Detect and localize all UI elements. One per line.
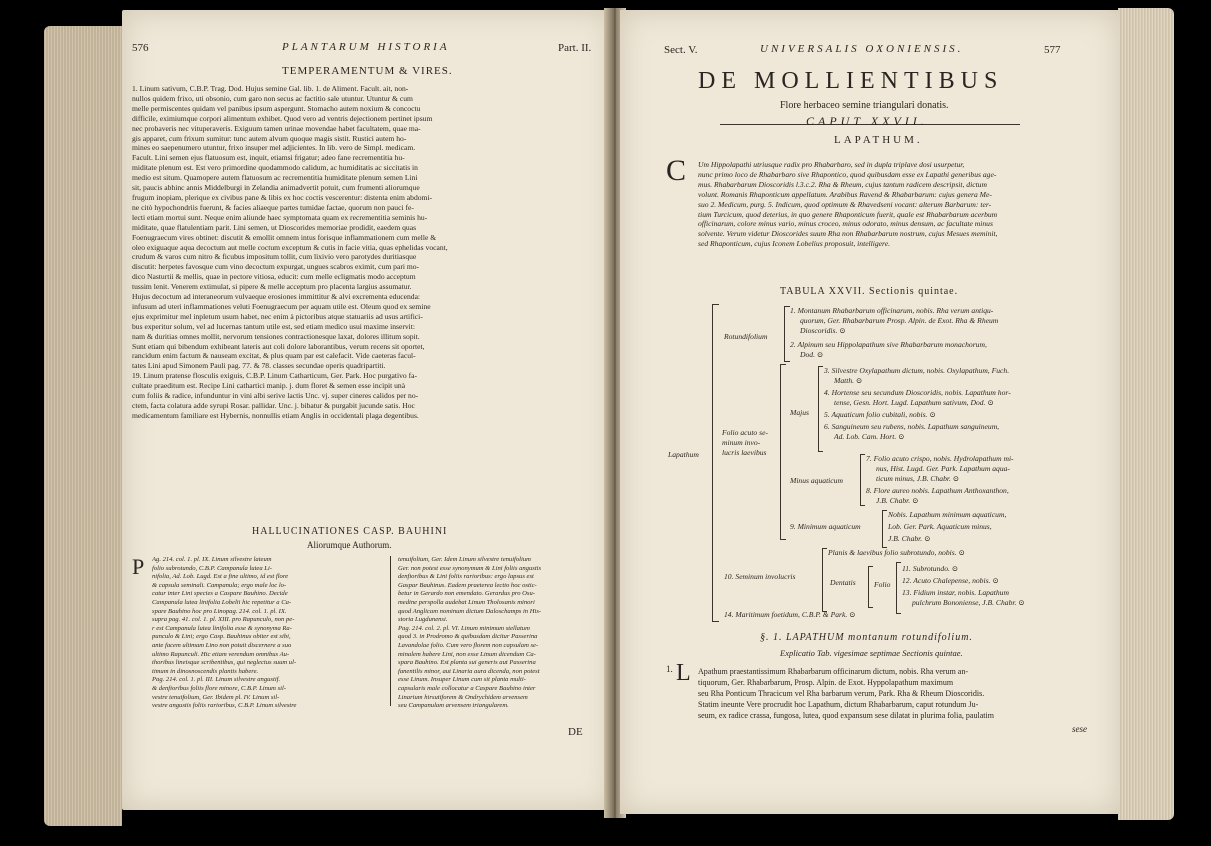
section-explicatio: Explicatio Tab. vigesimae septimae Sectionis quintae. [780, 648, 963, 658]
col1-line: supra pag. 41. col. 1. pl. XIII. pro Rapunculo, non pe- [152, 616, 295, 624]
hallucinations-title: HALLUCINATIONES CASP. BAUHINI [252, 526, 448, 537]
folio-bracket [780, 364, 786, 540]
body-line: infusum ad uteri inflammationes veluti Foenugraecum per aquam utile est. Oleum quod ex semine [132, 301, 431, 311]
intro-text [698, 160, 1100, 249]
catchword: DE [568, 726, 583, 738]
row-3-a: 3. Silvestre Oxylapathum dictum, nobis. Oxylapathum, Fuch. [824, 366, 1010, 375]
body-line: nec probaveris nec vituperaveris. Exiguum tamen urinae movendae habet facultatem, quae ma- [132, 123, 421, 133]
drop-cap-c: C [666, 154, 687, 187]
body-line: nam & duritias omnes mollit, nervorum tensiones contractionesque laxat, dolores illitum sopit. [132, 331, 420, 341]
folio-label-a: Folio acuto se- [722, 428, 768, 437]
row-planis: Planis & laevibus folio subrotundo, nobis. ⊙ [828, 548, 965, 557]
col2-line: Pag. 214. col. 2. pl. VI. Linum minimum stellatum [398, 624, 530, 632]
col2-line: medine perspolla audebat Linum Tholosanis minori [398, 598, 535, 606]
section-line: tiquorum, Ger. Rhabarbarum, Prosp. Alpin. de Exot. Hyppolapathum maximum [698, 678, 954, 687]
row-14: 14. Maritimum foetidum, C.B.P. & Park. ⊙ [724, 610, 856, 619]
section-text [698, 666, 1098, 721]
body-line: cum foliis & radice, infunduntur in vini albi serive lactis Unc. vj. super cineres calidos per no- [132, 391, 419, 401]
catchword: sese [1072, 724, 1087, 734]
row-2-b: Dod. ⊙ [800, 350, 824, 359]
tbl-seminum: 10. Seminum involucris [724, 572, 796, 581]
col1-line: ultimo Rapunculi. Hic etiam verendum omnibus Au- [152, 650, 290, 658]
drop-cap-l: L [676, 660, 691, 686]
left-page [122, 10, 612, 810]
col2-line: Lavandolae folio. Cum vero florem non capsulam se- [398, 641, 539, 649]
col2-line: Linarium hirsutiforem & Ondrychidem arvensem [398, 693, 528, 701]
col2-line: denfioribus & Lini foliis rarioribus: ergo lapsus est [398, 573, 534, 581]
col2-line: quod Anglicam nominum dictum Daloschamps in His- [398, 607, 542, 615]
folio2-bracket [896, 562, 901, 614]
body-line: frugum inopiam, plerique ex civibus pane & libis ex hoc coctis vescerentur: distenta enim abdomi- [132, 192, 433, 202]
body-line: sit, paucis abhinc annis Middelburgi in Zelandia animadvertit potuit, cum frumenti aliorumque [132, 183, 420, 193]
page-number: 577 [1044, 44, 1061, 56]
row-9-c: J.B. Chabr. ⊙ [888, 534, 931, 543]
drop-cap-p: P [132, 554, 145, 579]
row-8-a: 8. Flore aureo nobis. Lapathum Anthoxanthon, [866, 486, 1009, 495]
col2-line: Ger. non potest esse synonymum & Lini foliis angustis [398, 564, 542, 572]
section-heading: §. 1. LAPATHUM montanum rotundifolium. [760, 632, 973, 643]
tbl-folio: Folio [874, 580, 891, 589]
row-1-c: Dioscoridis. ⊙ [800, 326, 846, 335]
body-line: nullos quidem frixo, uti obsonio, cum garo non secus ac factitio sale utuntur. Utuntur & cum [132, 93, 413, 103]
tbl-majus: Majus [790, 408, 809, 417]
body-line: miditate plenum est. Est vero primordine quodammodo calidum, ac humiditatis ac siccitatis in [132, 163, 418, 173]
subtitle: Flore herbaceo semine triangulari donatis. [780, 100, 949, 111]
hallucinations-col1 [152, 556, 382, 711]
body-line: Hujus decoctum ad interaneorum vulvaeque erosiones immittitur & alvi excrementa educenda: [132, 292, 421, 302]
section-line: seu Rha Ponticum Thracicum vel Rha barbarum verum, Park. Rha & Rheum Dioscoridis. [698, 689, 985, 698]
running-head: UNIVERSALIS OXONIENSIS. [760, 43, 964, 55]
row-6-b: Ad. Lob. Cam. Hort. ⊙ [834, 432, 905, 441]
col2-line: Gaspar Bauhinus. Eadem praeterea lectio hoc ostic- [398, 581, 537, 589]
col2-line: seu Campanulam arvensem triangularem. [398, 702, 509, 710]
col1-line: thoribus lineisque scribentibus, qui neglectus suum ul- [152, 659, 297, 667]
body-line: Facult. Lini semen ejus flatuosum est, inquit, etiamsi frigatur; adeo fane recrementitia hu- [132, 153, 405, 163]
col1-line: Ag. 214. col. 1. pl. IX. Linum silvestre lateum [152, 556, 272, 563]
section-label: Sect. V. [664, 44, 698, 56]
col1-line: Campanula lutea linifolia Lobelii hic repetitur a Ca- [152, 598, 292, 606]
col2-line: esse Linum. Insuper Linum cum sit planta multi- [398, 676, 526, 684]
col2-line: capsularis male collocatur a Caspare Bauhino inter [398, 684, 536, 692]
folio-label-b: minum invo- [722, 438, 761, 447]
col1-line: spare Bauhino hoc pro Linopag. 214. col. 1. pl. IX. [152, 607, 287, 615]
book-edge-left [44, 26, 122, 826]
body-line: difficile, eximiumque corpori alimentum exhibet. Quod vero ad ventris dejectionem pertinet ipsum [132, 113, 433, 123]
col1-line: vestre tenuifolium, Ger. Ibidem pl. IV. Linum sil- [152, 693, 280, 701]
row-9-b: Lob. Ger. Park. Aquaticum minus, [888, 522, 992, 531]
section-line: Statim ineunte Vere procrudit hoc Lapathum, dictum Rhabarbarum, caput rotundum Ju- [698, 700, 979, 709]
col2-line: minalem habere Lini, non esse Linum dicendum Ca- [398, 650, 536, 658]
row-4-a: 4. Hortense seu secundum Dioscoridis, nobis. Lapathum hor- [824, 388, 1011, 397]
section-line: seum, ex radice crassa, fungosa, lutea, quod expansum sese dilatat in plurima folia, paulatim [698, 711, 994, 720]
row-12: 12. Acuto Chalepense, nobis. ⊙ [902, 576, 999, 585]
intro-line: sed Rhaponticum, cujus Iconem Lobelius proposuit, intelligere. [698, 239, 890, 249]
col1-line: r est Campanula lutea linifolia esse & synonyma Ra- [152, 624, 292, 632]
folio-label-c: lucris laevibus [722, 448, 767, 457]
row-8-b: J.B. Chabr. ⊙ [876, 496, 919, 505]
right-page [620, 10, 1120, 814]
item-number: 1. [666, 664, 673, 674]
col2-line: betur in Gerardo non emendato. Gerardus pro Osu- [398, 590, 535, 598]
col2-line: tenuifolium, Ger. Idem Linum silvestre tenuifolium [398, 556, 531, 563]
body-line: lecti etiam mortui sunt. Neque enim aliunde haec symptomata quam ex recrementitia seminis hu- [132, 212, 428, 222]
hallucinations-subtitle: Aliorumque Authorum. [307, 540, 392, 550]
body-line: crudum & varos cum nitro & ficubus impositum tollit, cum lixivio vero parotydes duritiasque [132, 252, 417, 262]
intro-line: solvente. Verum videtur Dioscorides suum Rha non Rhabarbarum nostrum, cujus Mesues meminit, [698, 229, 998, 239]
row-7-a: 7. Folio acuto crispo, nobis. Hydrolapathum mi- [866, 454, 1014, 463]
body-line: 1. Linum sativum, C.B.P. Trag. Dod. Hujus semine Gal. lib. 1. de Aliment. Facult. ait, non- [132, 84, 409, 93]
body-line: tussim lenit. Venerem extimulat, si pipere & melle acceptum pro placenta largius assumatur. [132, 282, 412, 292]
col2-line: spara Bauhino. Est planta sui generis aut Passerina [398, 659, 536, 667]
tbl-rotundifolium: Rotundifolium [724, 332, 768, 341]
row-13-b: pulchrum Bononiense, J.B. Chabr. ⊙ [912, 598, 1025, 607]
body-line: discutit: herpetes favosque cum vino decoctum expurgat, ungues scabros eximit, cum pari mo- [132, 262, 420, 272]
body-line: oleo exiguaque aqua decoctum aut melle coctum exceptum & cutis in facie vitia, quas ephelidas vocant, [132, 242, 448, 252]
body-line: tates Lini apud Simonem Pauli pag. 77. & 78. classes secundae operis quadripartiti. [132, 361, 386, 371]
intro-line: nunc primo loco de Rhabarbaro sive Rhapontico, quod quibusdam esse ex Lapathi generibus age- [698, 169, 997, 179]
col2-line: storia Lugdunensi. [398, 616, 448, 624]
row-2-a: 2. Alpinum seu Hippolapathum sive Rhabarbarum monachorum, [790, 340, 987, 349]
col1-line: & denfioribus foliis flore minore, C.B.P. Linum sil- [152, 684, 287, 692]
col1-line: timum in dinosnoscendis plantis habere. [152, 667, 259, 675]
intro-line: tium Turcicum, quod deterius, in quo genere Rhaponticum fuerit, quale est Rhabarbarum acerbum [698, 209, 998, 219]
col1-line: punculo & Lini; ergo Casp. Bauhinus obiter est sibi, [152, 633, 291, 641]
intro-line: Um Hippolapathi utriusque radix pro Rhabarbaro, sed in dupla triplave dosi usurpetur, [698, 160, 965, 169]
col2-line: quod 3. in Prodromo & quibusdam dicitur Passerina [398, 633, 538, 641]
col1-line: & capsula seminali. Campanula; ergo male loc lo- [152, 581, 287, 589]
table-title: TABULA XXVII. Sectionis quintae. [780, 286, 959, 297]
running-head: PLANTARUM HISTORIA [282, 41, 450, 53]
tbl-minimum: 9. Minimum aquaticum [790, 522, 861, 531]
body-line: rancidum enim factum & nauseam excitat, & plus quam par est calefacit. Vide caeteras facul- [132, 351, 416, 361]
column-divider [390, 556, 391, 706]
hallucinations-col2 [398, 556, 608, 711]
row-1-b: quorum, Ger. Rhabarbarum Prosp. Alpin. de Exot. Rha & Rheum [800, 316, 999, 325]
row-1-a: 1. Montanum Rhabarbarum officinarum, nobis. Rha verum antiqu- [790, 306, 994, 315]
body-line: medicamentum familiare est Hybernis, nonnullis etiam Anglis in occidentali plaga degentibus. [132, 410, 419, 420]
row-7-c: ticum minus, J.B. Chabr. ⊙ [876, 474, 960, 483]
section-title: TEMPERAMENTUM & VIRES. [282, 65, 453, 77]
tbl-minus: Minus aquaticum [790, 476, 843, 485]
row-9-a: Nobis. Lapathum minimum aquaticum, [888, 510, 1007, 519]
col1-line: Pag. 214. col. 1. pl. III. Linum silvestre angustif. [152, 676, 281, 684]
body-line: Foenugraecum vires obtinet: discutit & emollit omnem intus forisque inflammationem cum melle & [132, 232, 437, 242]
col1-line: folio subrotundo, C.B.P. Campanula lutea Li- [152, 564, 272, 572]
dent-bracket [868, 566, 873, 608]
body-line: dico Nasturtii & mellis, quae in pectore vitiosa, educit: cum melle ecligmatis modo acceptum [132, 272, 416, 282]
tbl-dentatis: Dentatis [830, 578, 856, 587]
intro-line: mus. Rhabarbarum Dioscoridis l.3.c.2. Rha & Rheum, cujus tantum radicem descripsit, dictum [698, 179, 987, 189]
row-11: 11. Subrotundo. ⊙ [902, 564, 959, 573]
body-line: gis apparet, cum frixum sumitur: tunc autem alvum quoque magis sistit. Rustici autem ho- [132, 133, 407, 143]
col2-line: fanentilis minor, aut Linaria aura dicenda, non potest [398, 667, 540, 675]
body-text [132, 84, 600, 421]
body-line: 19. Linum pratense flosculis exiguis, C.B.P. Linum Catharticum, Ger. Park. Hoc purgativo fa- [132, 371, 418, 381]
body-line: ctem, facta colatura adde syrupi Rosar. pallidar. Unc. j. bibatur & purgabit jucunde satis. Hoc [132, 401, 415, 410]
tbl-root: Lapathum [668, 450, 699, 459]
row-13-a: 13. Fidium instar, nobis. Lapathum [902, 588, 1009, 597]
chapter: CAPUT XXVII. [806, 114, 928, 128]
body-line: bus experitur solum, vel ad lucernas tantum utile est, sed etiam medico usui maxime inservit: [132, 321, 416, 331]
body-line: mines eo saepenumero utuntur, frixo insuper mel adjicientes. In lib. vero de Simpl. medicam. [132, 143, 416, 153]
minus-bracket [860, 454, 865, 506]
intro-line: suo 2. Medicum, purg. 5. Indicum, quod optimum & Rhavedseni vocant: alterum Barbarum: ter- [698, 199, 992, 209]
body-line: medio est situm. Quamopere autem flatuosum ac recrementitia humiditate plenum semen Lini [132, 173, 418, 183]
body-line: ne citò hypochondriis fuerunt, & facies aliaeque partes tumidae factae, quorum non pauci fe- [132, 202, 414, 212]
book-edge-right [1118, 8, 1174, 820]
row-5: 5. Aquaticum folio cubitali, nobis. ⊙ [824, 410, 936, 419]
intro-line: volunt. Romanis Rhaponticum appellatum. Arabibus Ravend & Rhabarbarum: cujus genera Me- [698, 189, 992, 199]
body-line: cultate praeditum est. Recipe Lini cathartici manip. j. dum floret & semen esse incipit unà [132, 381, 406, 391]
min9-bracket [882, 510, 887, 548]
section-line: Apathum praestantissimum Rhabarbarum officinarum dictum, nobis. Rha verum an- [698, 667, 969, 676]
row-3-b: Matth. ⊙ [834, 376, 863, 385]
part-label: Part. II. [558, 42, 592, 54]
col1-line: vestre angustis foliis rarioribus, C.B.P. Linum silvestre [152, 702, 297, 710]
col1-line: nifolia, Ad. Lob. Lugd. Est a fine ultimo, id est flore [152, 573, 289, 581]
col1-line: ante facem ultimam Lino non potuit discernere a suo [152, 641, 292, 649]
body-line: melle permiscentes quidam vel panibus ipsum aspergunt. Stomacho autem noxium & concoctu [132, 103, 421, 113]
row-6-a: 6. Sanguineum seu rubens, nobis. Lapathum sanguineum, [824, 422, 1000, 431]
main-title: DE MOLLIENTIBUS [698, 68, 1004, 94]
majus-bracket [818, 366, 823, 452]
root-bracket [712, 304, 719, 622]
intro-line: officinarum, colore minus vario, minus croceo, minus odorato, minus densum, ac facultate minus [698, 219, 993, 229]
body-line: Sunt etiam qui bibendum exhibeant lateris aut coli dolore laborantibus, verum recens sit oportet, [132, 341, 425, 351]
body-line: ejus exprimitur mel inpletum usum habet, nec enim à pictoribus atque statuariis ad usus artifici- [132, 311, 423, 321]
row-7-b: nus, Hist. Lugd. Ger. Park. Lapathum aqua- [876, 464, 1010, 473]
chapter-name: LAPATHUM. [834, 134, 923, 146]
page-number: 576 [132, 42, 149, 54]
sem-bracket [822, 548, 827, 612]
row-4-b: tense, Gesn. Hort. Lugd. Lapathum sativum, Dod. ⊙ [834, 398, 994, 407]
col1-line: catur inter Lini species a Caspare Bauhino. Decide [152, 590, 288, 598]
body-line: miditate, quae flatulentiam parit. Lini semen, ut Dioscorides memoriae prodidit, eaedem quas [132, 222, 417, 232]
